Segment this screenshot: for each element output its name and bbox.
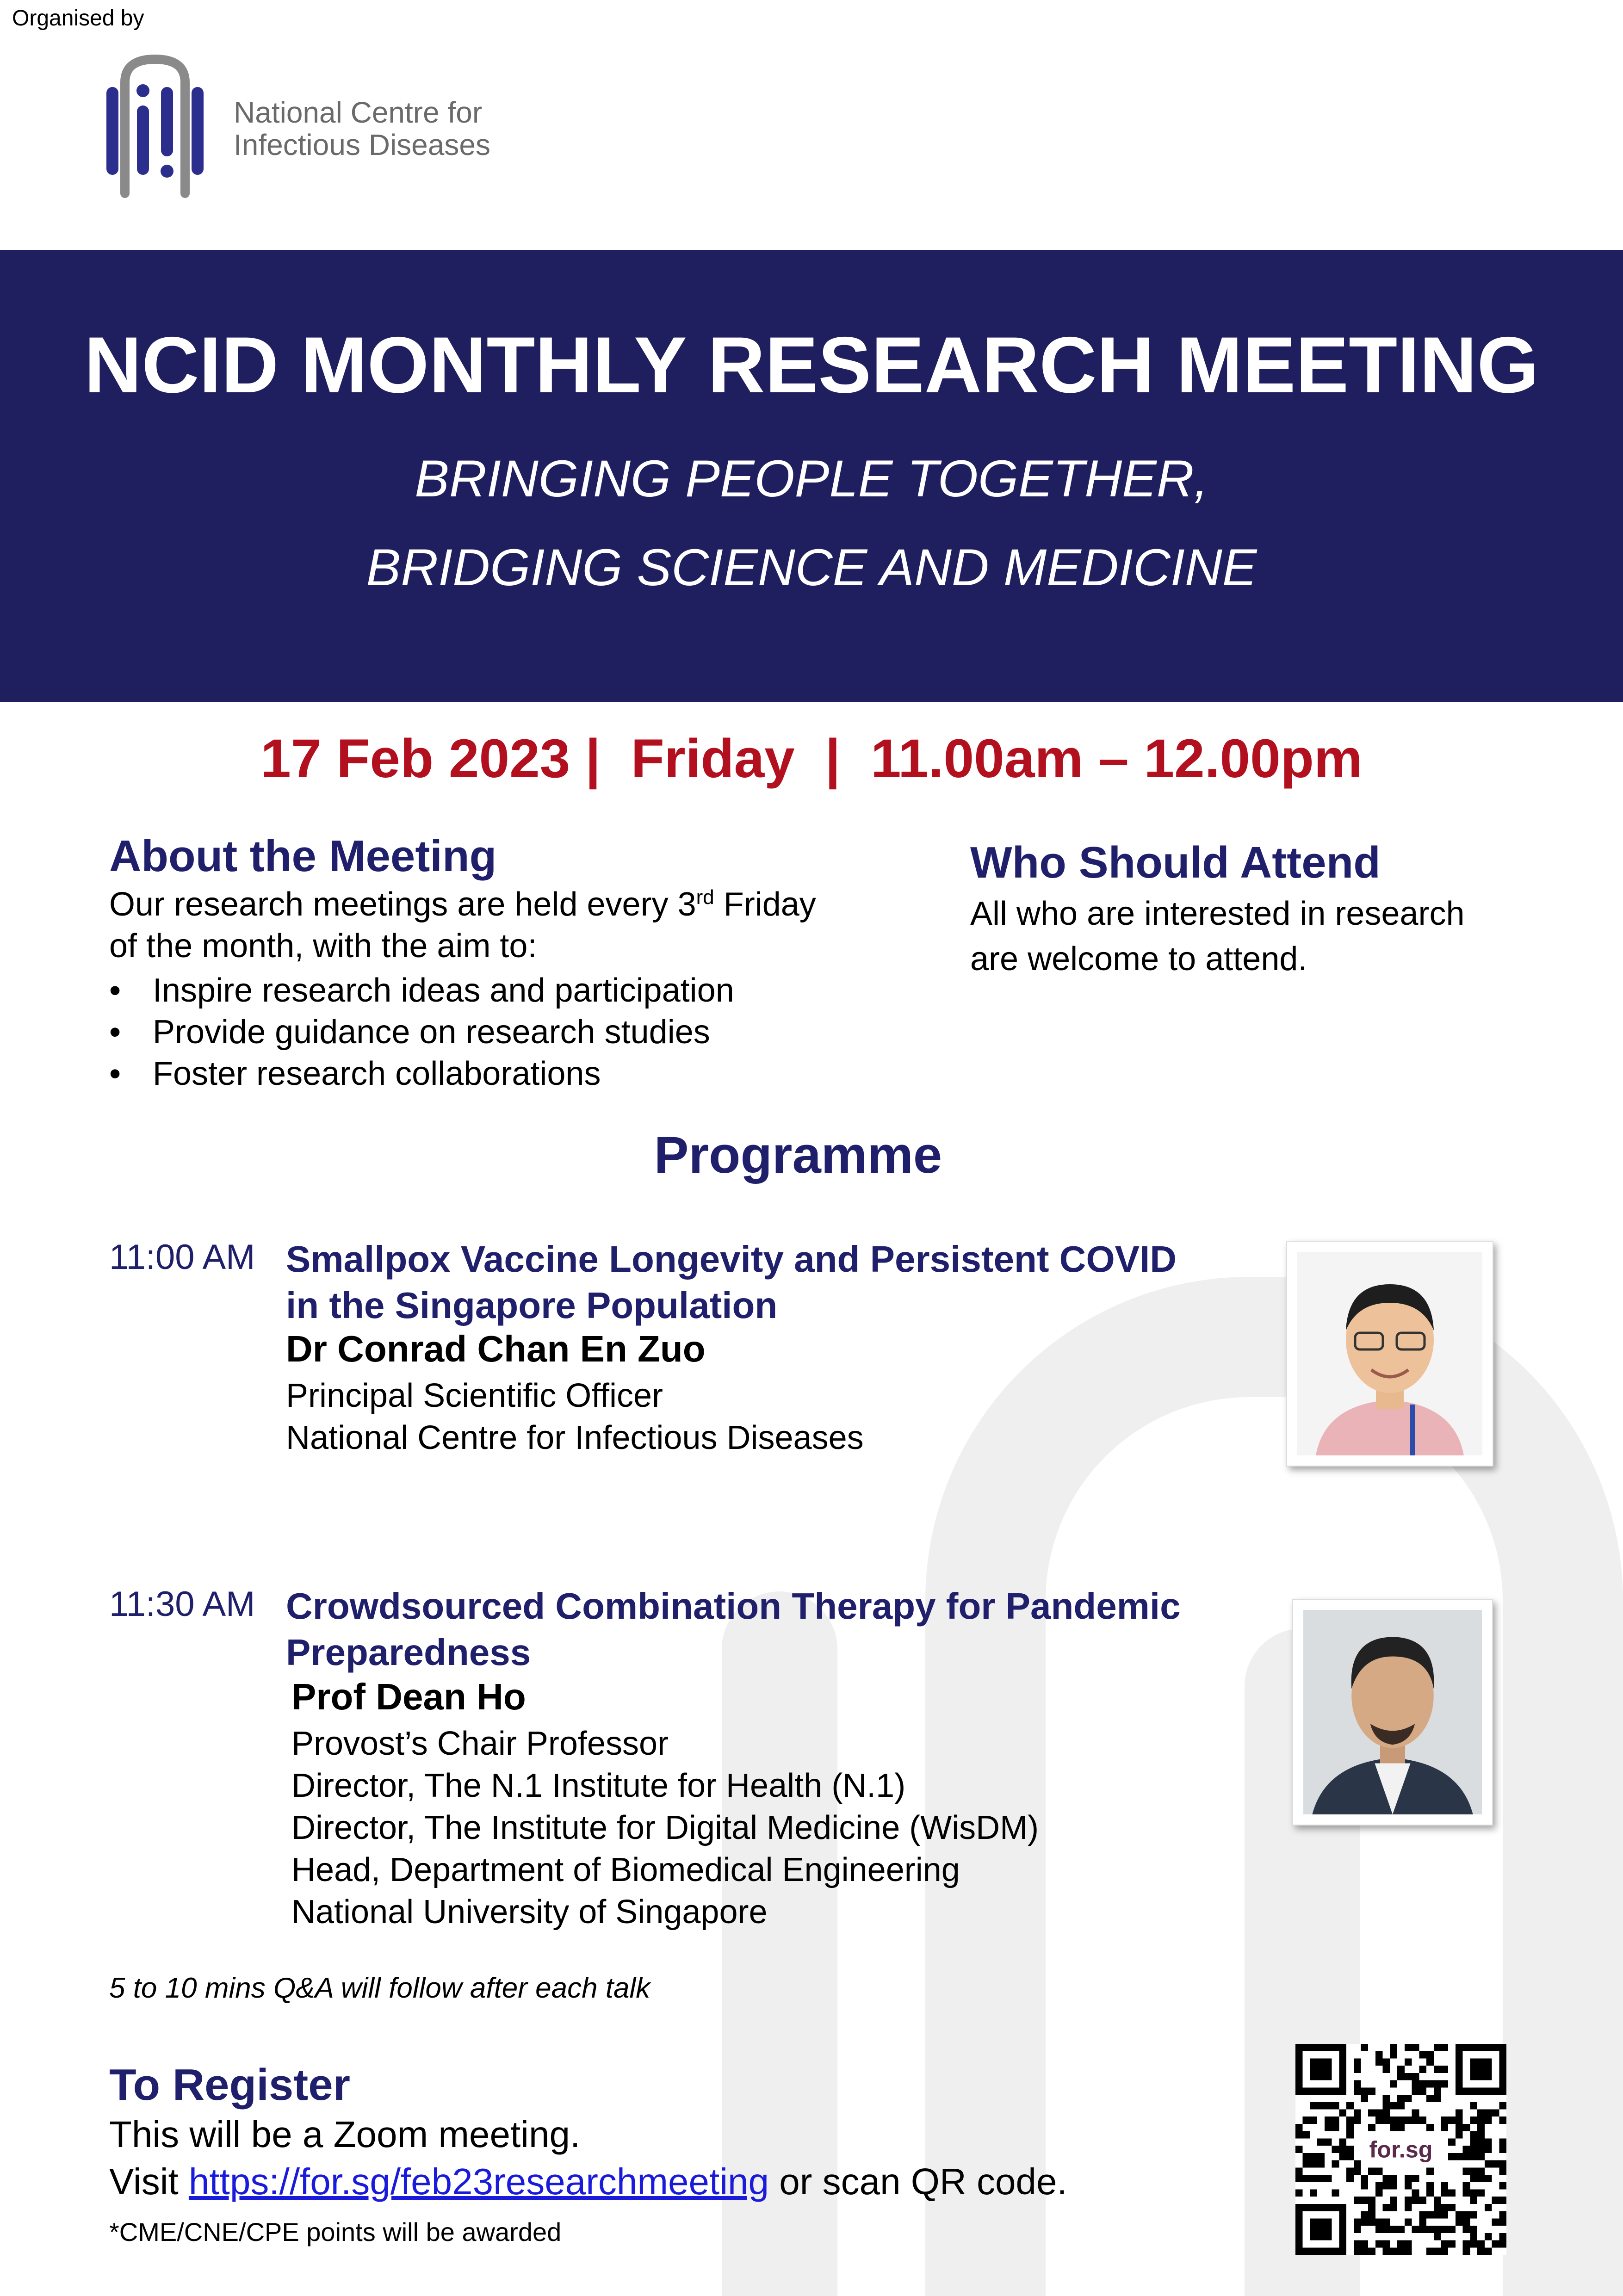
who-line2: are welcome to attend. (970, 941, 1307, 978)
qr-label: for.sg (1369, 2136, 1433, 2163)
registration-qr-code[interactable] (1295, 2044, 1506, 2255)
ncid-logo-text (234, 96, 490, 161)
talk2-roles (291, 1723, 1039, 1933)
event-date-time: 17 Feb 2023 | Friday | 11.00am – 12.00pm (260, 728, 1363, 789)
about-bullet-list (109, 970, 734, 1095)
event-title: NCID MONTHLY RESEARCH MEETING (84, 321, 1539, 409)
talk1-speaker: Dr Conrad Chan En Zuo (286, 1328, 706, 1369)
register-visit-post: or scan QR code. (768, 2161, 1067, 2202)
talk1-time: 11:00 AM (109, 1238, 255, 1277)
talk2-role: Director, The Institute for Digital Medicine (WisDM) (291, 1809, 1039, 1846)
talk2-role: Director, The N.1 Institute for Health (N.1) (291, 1767, 906, 1804)
logo-text-line1: National Centre for (234, 96, 483, 129)
logo-text-line2: Infectious Diseases (234, 128, 490, 161)
talk1-title-line2: in the Singapore Population (286, 1285, 778, 1326)
who-line1: All who are interested in research (970, 895, 1465, 932)
talk2-role: National University of Singapore (291, 1894, 768, 1931)
register-visit-pre: Visit (109, 2161, 189, 2202)
programme-heading: Programme (654, 1126, 942, 1184)
list-item: • Foster research collaborations (109, 1053, 734, 1095)
qr-code-graphic (1295, 2044, 1506, 2255)
about-intro (109, 884, 896, 967)
event-subtitle-line1: BRINGING PEOPLE TOGETHER, (415, 450, 1208, 507)
register-zoom-note: This will be a Zoom meeting. (109, 2114, 581, 2155)
register-heading: To Register (109, 2060, 350, 2110)
talk2-role: Provost’s Chair Professor (291, 1725, 669, 1762)
speaker2-photo (1292, 1599, 1493, 1826)
about-heading: About the Meeting (109, 831, 497, 881)
about-intro-a: Our research meetings are held every 3 (109, 886, 696, 923)
cme-note: *CME/CNE/CPE points will be awarded (109, 2217, 562, 2246)
list-item: • Provide guidance on research studies (109, 1011, 734, 1053)
ncid-logo (106, 55, 204, 207)
talk1-title-line1: Smallpox Vaccine Longevity and Persistent COVID (286, 1238, 1177, 1280)
talk1-role: National Centre for Infectious Diseases (286, 1419, 864, 1456)
talk2-title-line2: Preparedness (286, 1632, 531, 1673)
talk2-time: 11:30 AM (109, 1584, 255, 1624)
talk1-roles (286, 1375, 864, 1459)
who-text (970, 891, 1502, 982)
list-item: • Inspire research ideas and participation (109, 970, 734, 1011)
talk2-speaker: Prof Dean Ho (291, 1676, 526, 1717)
organised-by-label: Organised by (12, 6, 144, 31)
about-intro-b: Friday (714, 886, 816, 923)
talk1-title (286, 1236, 1258, 1329)
talk2-title-line1: Crowdsourced Combination Therapy for Pandemic (286, 1585, 1181, 1627)
talk2-role: Head, Department of Biomedical Engineering (291, 1851, 960, 1888)
about-intro-c: of the month, with the aim to: (109, 928, 537, 965)
talk2-title (286, 1583, 1281, 1676)
register-visit-line (109, 2160, 1067, 2203)
qa-note: 5 to 10 mins Q&A will follow after each talk (109, 1972, 650, 2004)
event-subtitle-line2: BRIDGING SCIENCE AND MEDICINE (366, 538, 1257, 596)
about-intro-sup: rd (696, 886, 714, 909)
registration-link[interactable]: https://for.sg/feb23researchmeeting (188, 2161, 769, 2202)
who-heading: Who Should Attend (970, 838, 1381, 887)
title-banner (0, 250, 1623, 702)
speaker1-photo (1286, 1241, 1493, 1467)
talk1-role: Principal Scientific Officer (286, 1377, 663, 1414)
